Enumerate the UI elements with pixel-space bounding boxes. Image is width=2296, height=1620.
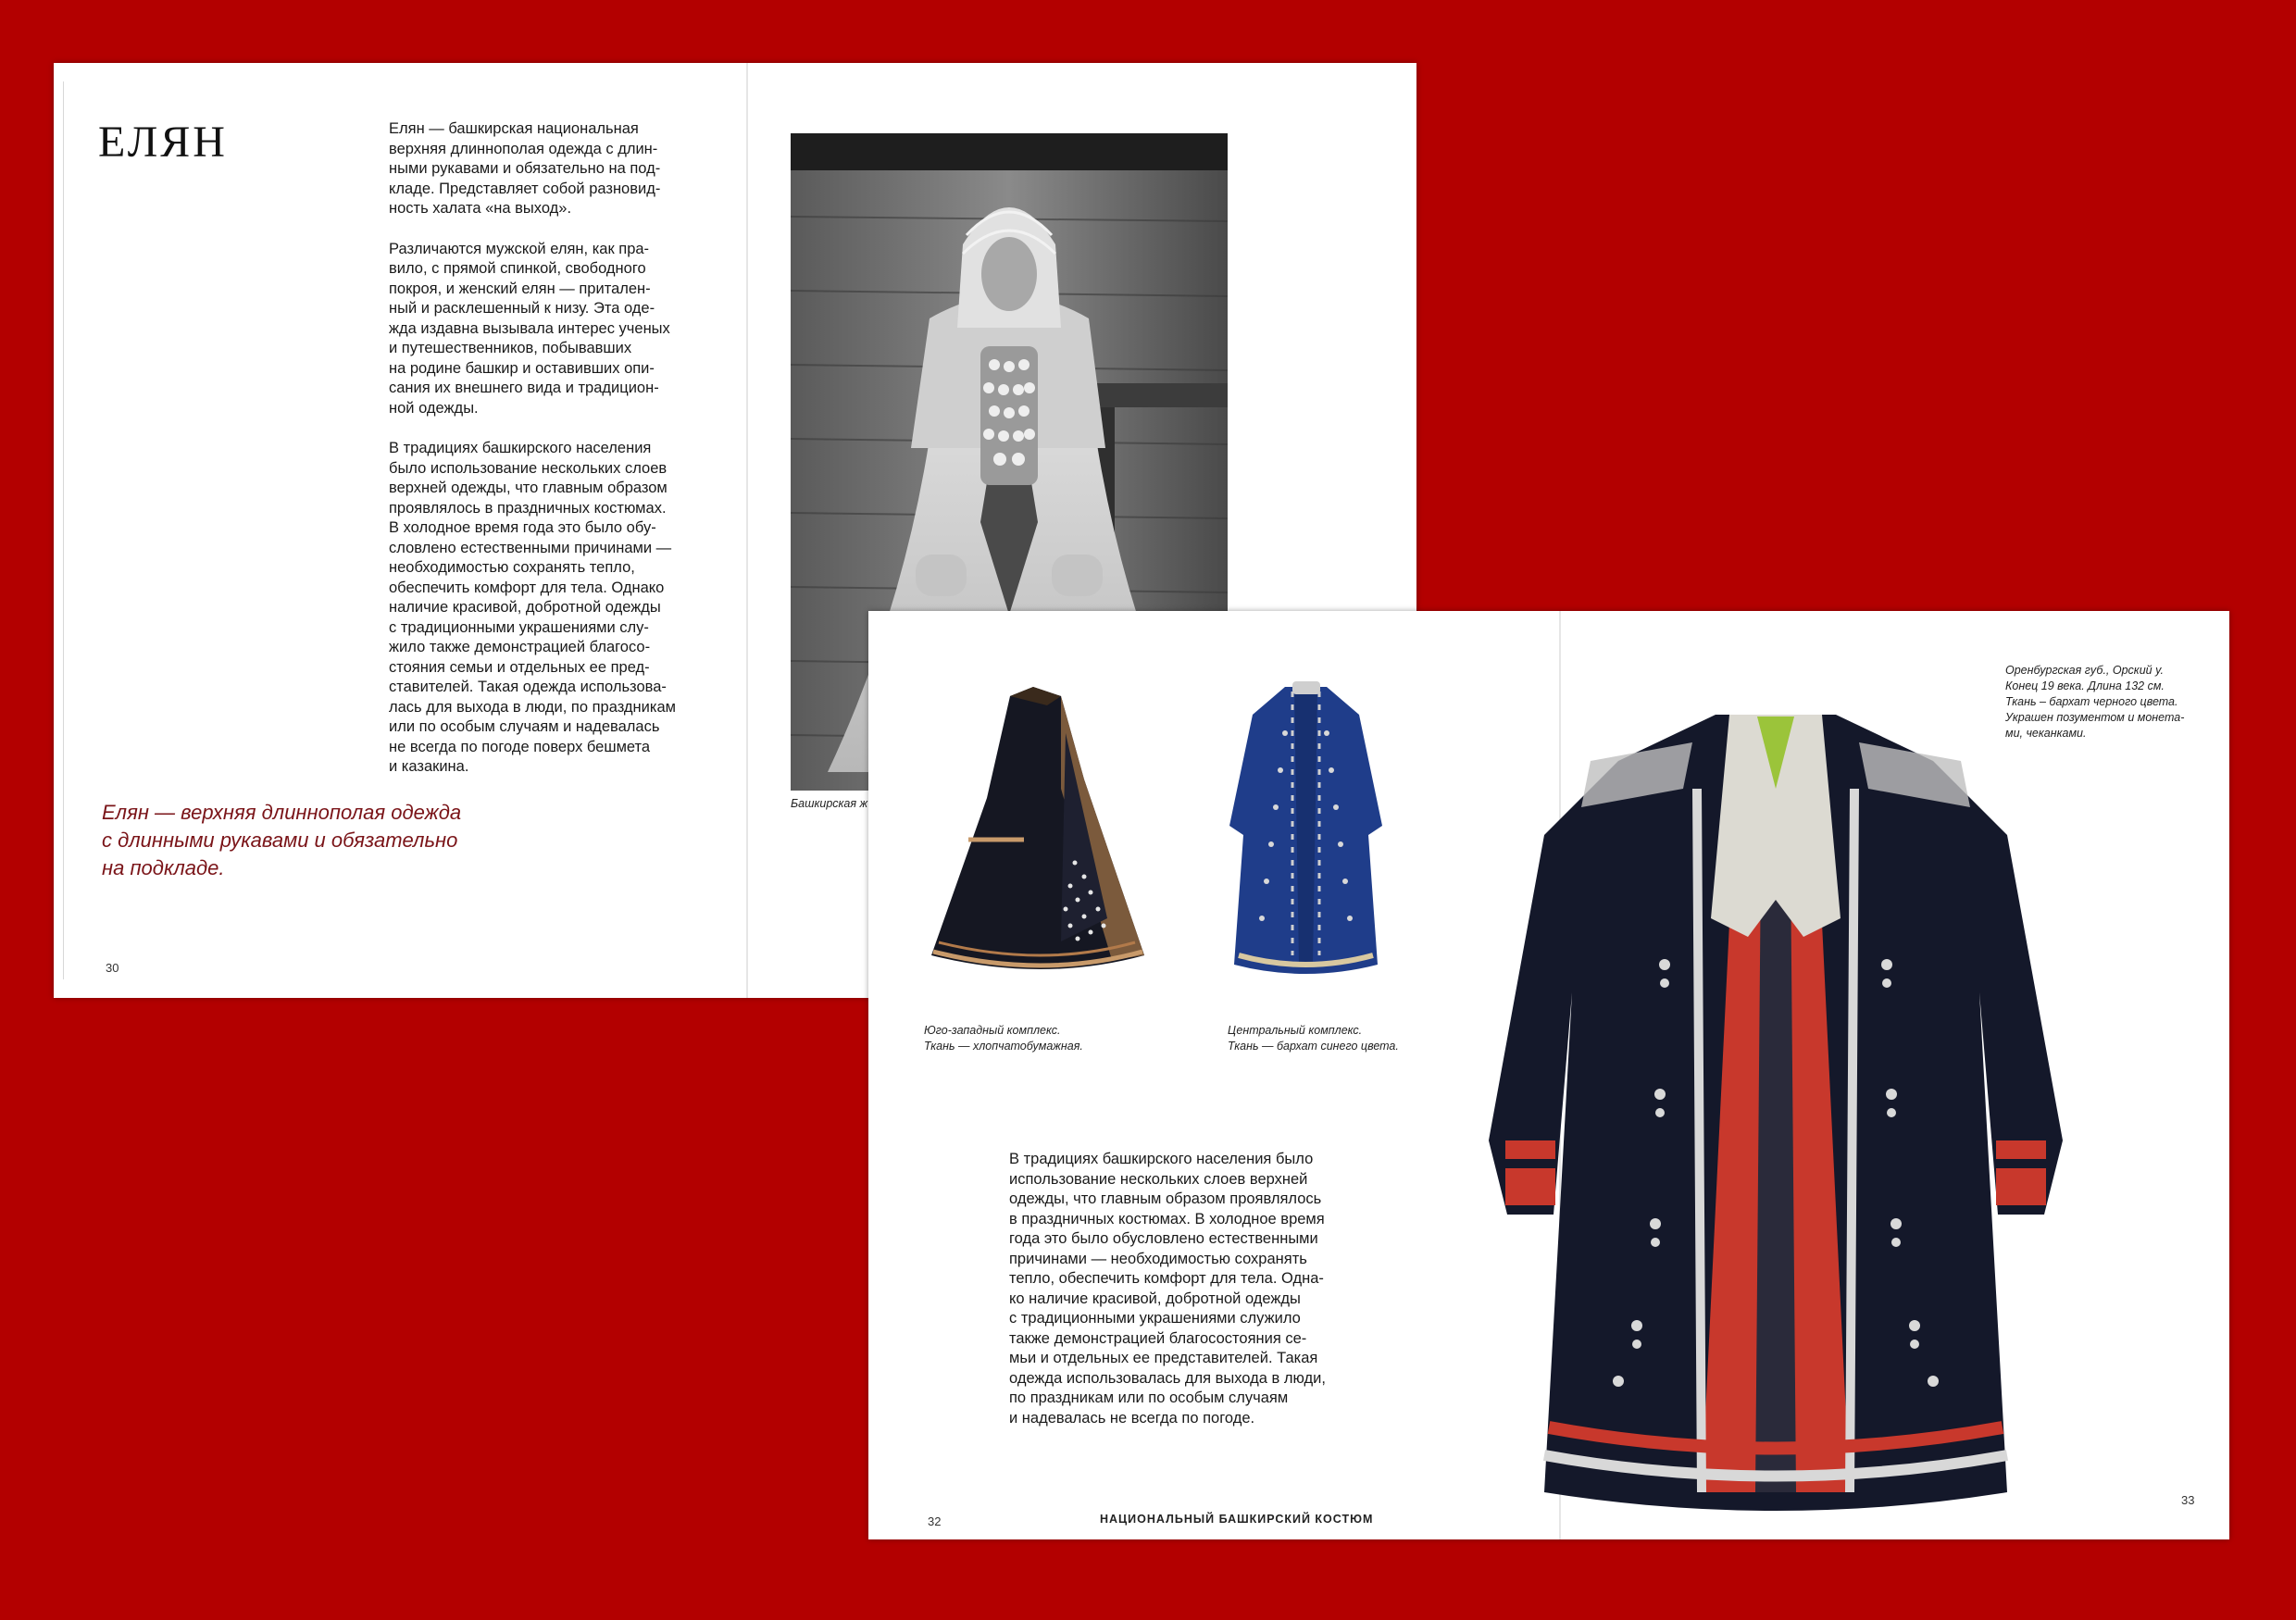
page-heading: ЕЛЯН bbox=[98, 118, 228, 167]
page-number: 30 bbox=[106, 961, 119, 975]
coat-central-illustration bbox=[1220, 678, 1391, 983]
page-edge-line bbox=[63, 81, 64, 979]
caption-orenburg: Оренбургская губ., Орский у. Конец 19 века. Длина 132 см. Ткань – бархат черного цвета. Украшен позументом и монета- ми, чеканками. bbox=[2005, 664, 2185, 740]
coat-orenburg-illustration bbox=[1452, 659, 2100, 1520]
paragraph-1: Елян — башкирская национальная верхняя длиннополая одежда с длин- ными рукавами и обязательно на под- кладе. Представляет собой разновид- ность халата «на выход». bbox=[389, 120, 661, 217]
footer-book-title: НАЦИОНАЛЬНЫЙ БАШКИРСКИЙ КОСТЮМ bbox=[1100, 1513, 1374, 1526]
coat-orenburg-photo bbox=[1452, 659, 2100, 1520]
pull-quote: Елян — верхняя длиннополая одежда с длинными рукавами и обязательно на подкладе. bbox=[102, 801, 462, 879]
coat-southwest-illustration bbox=[922, 678, 1154, 983]
caption-southwest: Юго-западный комплекс. Ткань — хлопчатобумажная. bbox=[924, 1024, 1083, 1053]
caption-central: Центральный комплекс. Ткань — бархат синего цвета. bbox=[1228, 1024, 1399, 1053]
coat-southwest-photo bbox=[922, 678, 1154, 983]
page-number-left: 32 bbox=[928, 1514, 942, 1528]
page-number-right: 33 bbox=[2181, 1493, 2195, 1507]
paragraph-3: В традициях башкирского населения было использование нескольких слоев верхней одежды, что главным образом проявлялось в праздничных костюмах. В холодное время года это было обу- словлено естественными причинами — необходимостью сохранять тепло, обеспечить комфорт для тела. Однако наличие красивой, добротной одежды с традиционными украшениями слу- жило также демонстрацией благосо- стояния семьи и отдельных ее пред- ставителей. Такая одежда использова- лась для выхода в люди, по праздникам или по особым случаям и надевалась не всегда по погоде поверх бешмета и казакина. bbox=[389, 440, 676, 775]
archival-photo-caption: Башкирская ж bbox=[791, 797, 868, 810]
page-fold bbox=[746, 63, 748, 998]
paragraph-2: Различаются мужской елян, как пра- вило, с прямой спинкой, свободного покроя, и женский елян — притален- ный и расклешенный к низу. Эта оде- жда издавна вызывала интерес ученых и путешественников, побывавших на родине башкир и оставивших опи- сания их внешнего вида и традицион- ной одежды. bbox=[389, 240, 670, 417]
body-text-column bbox=[389, 119, 722, 798]
body-text-block: В традициях башкирского населения было использование нескольких слоев верхней одежды, что главным образом проявлялось в праздничных костюмах. В холодное время года это было обусловлено естественными причинами — необходимостью сохранять тепло, обеспечить комфорт для тела. Одна- ко наличие красивой, добротной одежды с традиционными украшениями служило также демонстрацией благосостояния се- мьи и отдельных ее представителей. Такая одежда использовалась для выхода в люди, по праздникам или по особым случаям и надевалась не всегда по погоде. bbox=[1009, 1151, 1326, 1427]
right-spread bbox=[868, 611, 2229, 1539]
coat-central-photo bbox=[1220, 678, 1391, 983]
